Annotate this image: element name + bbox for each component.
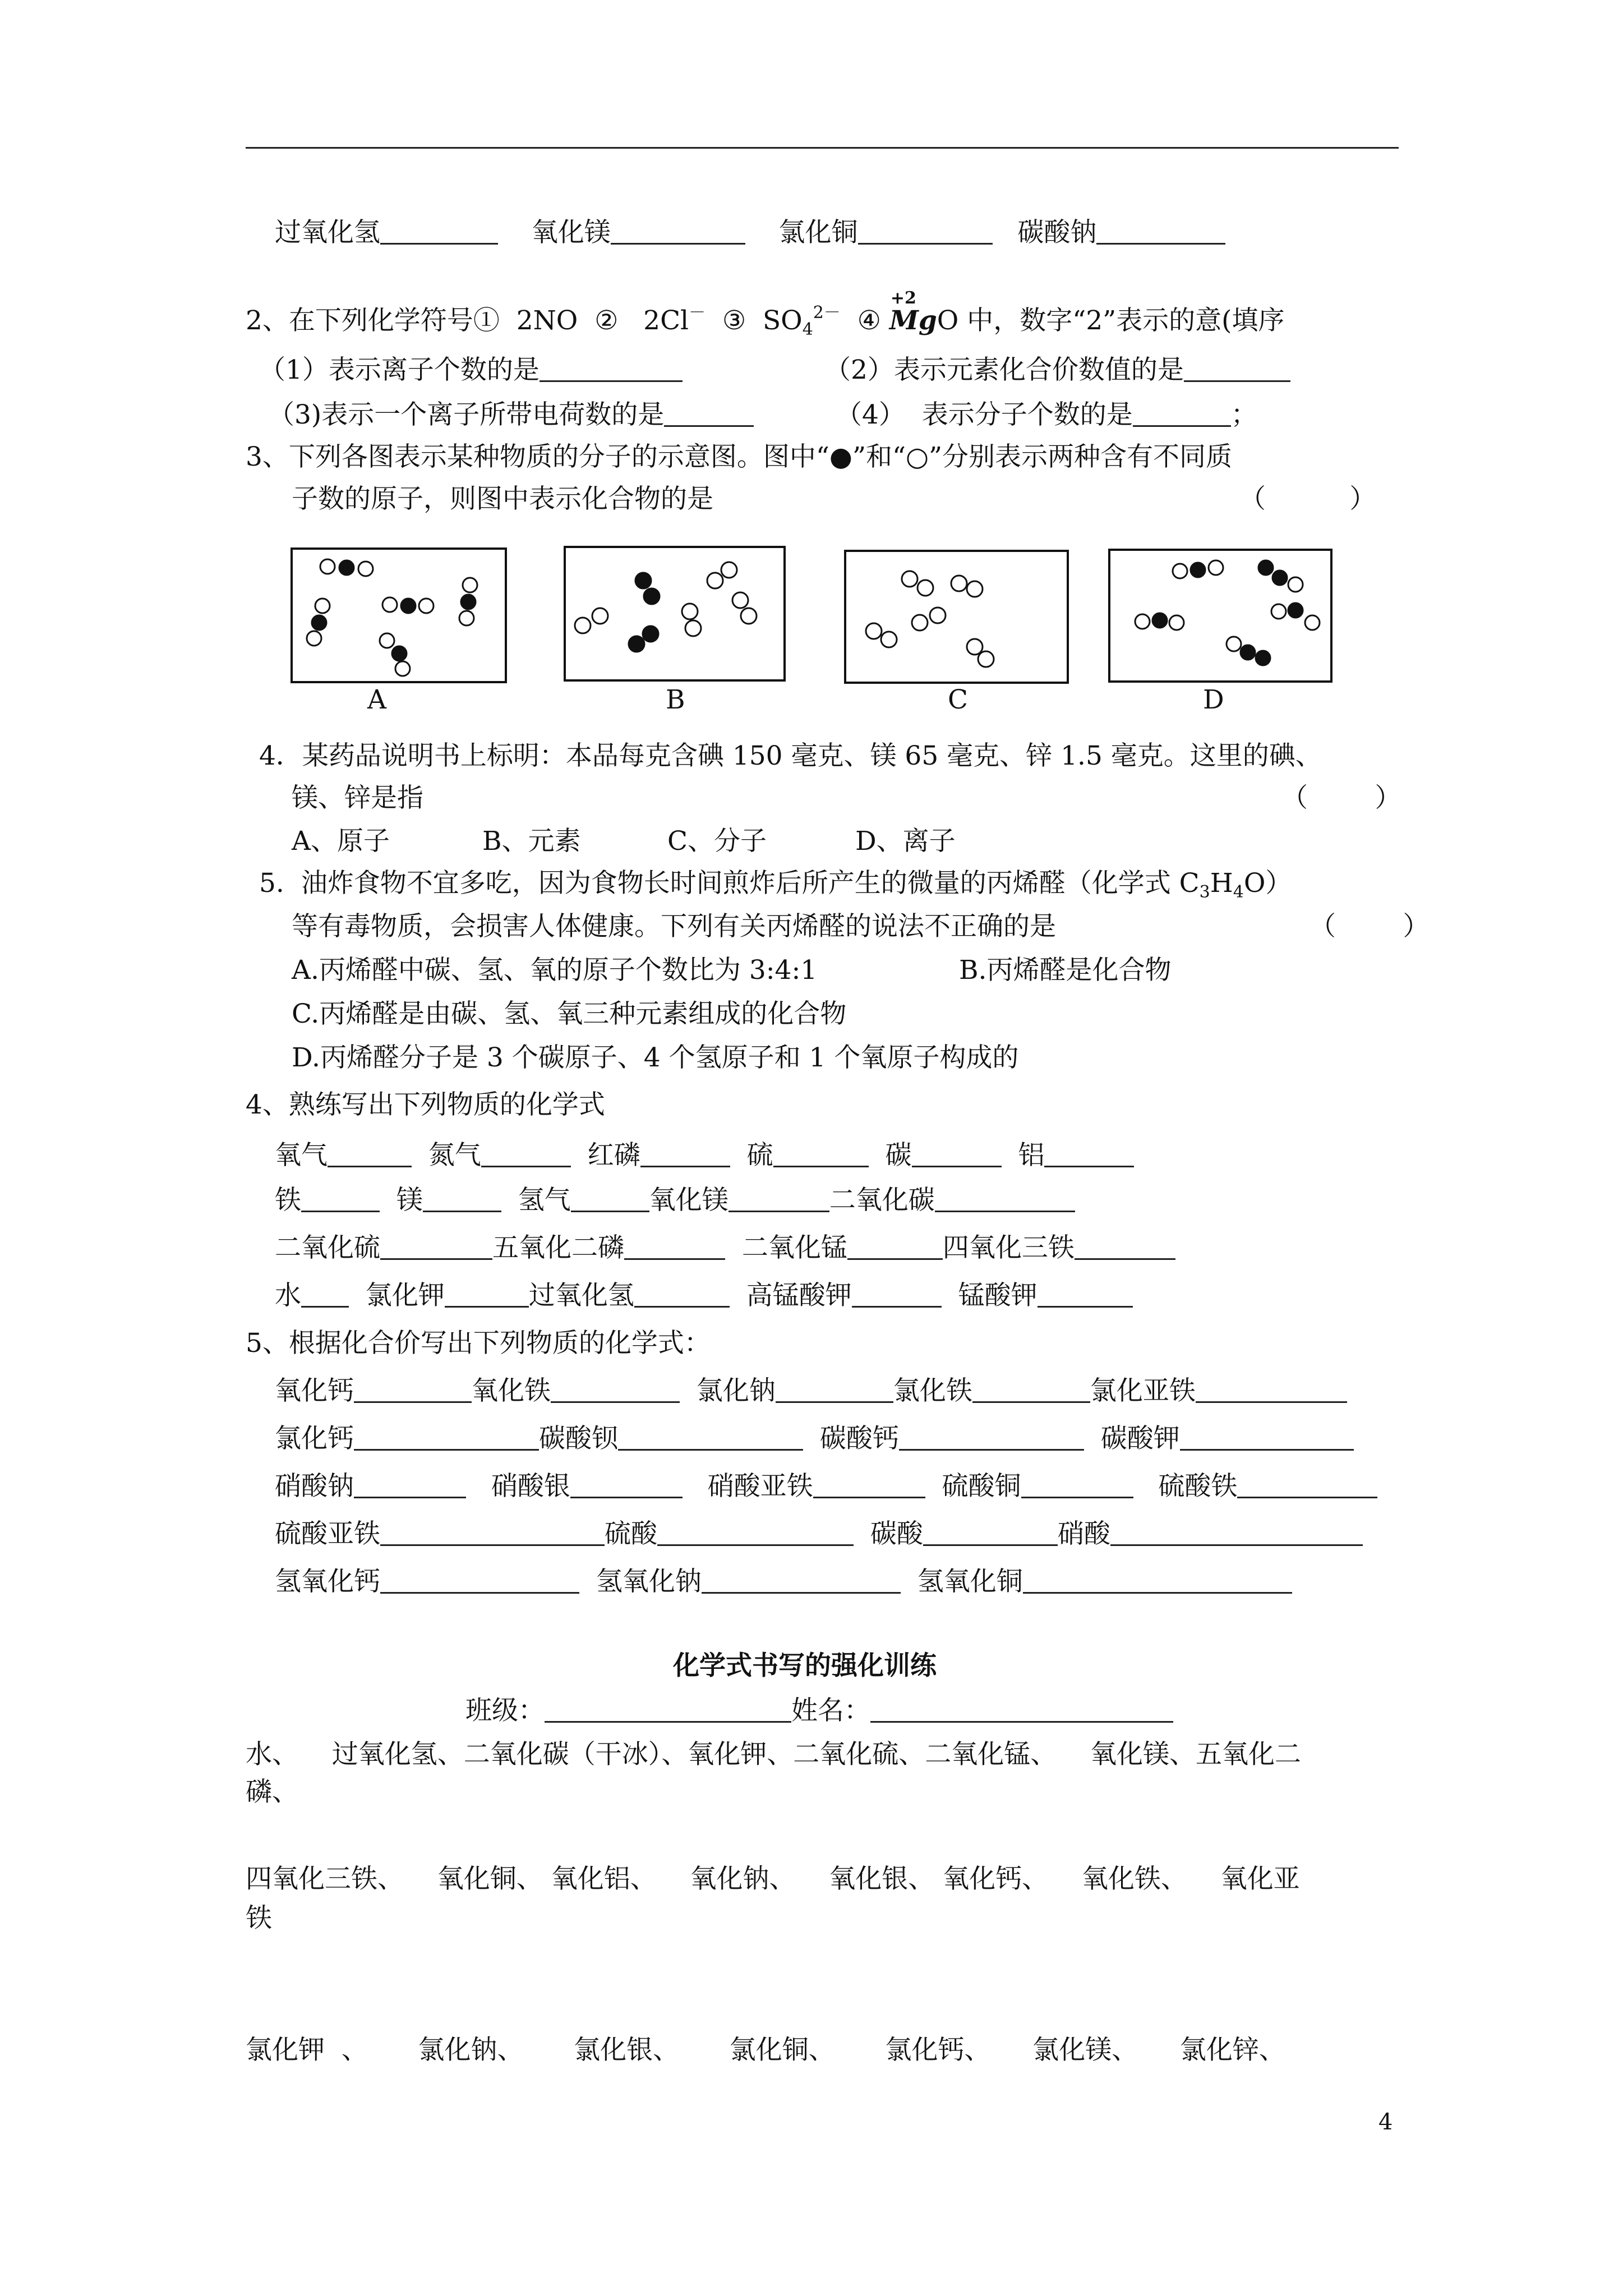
item-label: 碳酸钠 <box>1017 217 1097 248</box>
q4b-row3: 二氧化硫 五氧化二磷 二氧化锰 四氧化三铁 <box>275 1231 1175 1265</box>
drill-line3: 氯化钾 、 氯化钠、 氯化银、 氯化铜、 氯化钙、 氯化镁、 氯化锌、 <box>246 2035 1285 2065</box>
q2-line: 2、在下列化学符号① 2NO ② 2Cl－ ③ $SO_4^{2-}$ ④ +2 MgO 中，数字“2”表示的意(填序 <box>246 288 1285 339</box>
section-title: 化学式书写的强化训练 <box>673 1650 937 1681</box>
q4a-line1: 4．某药品说明书上标明：本品每克含碘 150 毫克、镁 65 毫克、锌 1.5 毫克。这里的碘、 <box>259 740 1322 771</box>
diagram-label-d: D <box>1203 684 1224 715</box>
mg-valence-symbol: +2 Mg <box>889 288 937 336</box>
q2-answer-row1: （1）表示离子个数的是 <box>259 353 683 387</box>
q5a-option-c: C.丙烯醛是由碳、氢、氧三种元素组成的化合物 <box>292 999 847 1029</box>
drill-line2b: 铁 <box>246 1903 272 1934</box>
item-label: 氯化铜 <box>778 217 858 248</box>
q5a-option-a: A.丙烯醛中碳、氢、氧的原子个数比为 3:4:1 <box>292 955 818 986</box>
q4a-option-c: C、分子 <box>667 826 767 857</box>
q4a-line2: 镁、锌是指 <box>292 783 423 813</box>
q5b-row5: 氢氧化钙 氢氧化钠 氢氧化铜 <box>275 1565 1292 1599</box>
q5b-row4: 硫酸亚铁 硫酸 碳酸 硝酸 <box>275 1517 1363 1551</box>
q4a-paren: （ ） <box>1281 783 1401 813</box>
q5a-option-b: B.丙烯醛是化合物 <box>959 955 1172 986</box>
diagram-label-b: B <box>666 684 685 715</box>
q5b-row3: 硝酸钠 硝酸银 硝酸亚铁 硫酸铜 硫酸铁 <box>275 1470 1377 1503</box>
class-name-line: 班级： 姓名： <box>465 1694 1173 1728</box>
q4a-option-a: A、原子 <box>292 826 390 857</box>
q5b-row2: 氯化钙 碳酸钡 碳酸钙 碳酸钾 <box>275 1422 1354 1456</box>
q5b-title: 5、根据化合价写出下列物质的化学式： <box>246 1328 711 1359</box>
q4b-row1: 氧气 氮气 红磷 硫 碳 铝 <box>275 1139 1134 1172</box>
q3-line2: 子数的原子，则图中表示化合物的是 <box>292 484 713 514</box>
drill-line1b: 磷、 <box>246 1777 298 1807</box>
q5a-line1: 5. 油炸食物不宜多吃，因为食物长时间煎炸后所产生的微量的丙烯醛（化学式 $C_3H_4O$） <box>259 868 1292 902</box>
q5a-option-d: D.丙烯醛分子是 3 个碳原子、4 个氢原子和 1 个氧原子构成的 <box>292 1042 1019 1073</box>
q2-answer-row2: （3)表示一个离子所带电荷数的是 <box>268 398 754 432</box>
drill-line1: 水、 过氧化氢、二氧化碳（干冰）、氧化钾、二氧化硫、二氧化锰、 氧化镁、五氧化二 <box>246 1739 1302 1770</box>
q4a-option-d: D、离子 <box>855 826 956 857</box>
q4b-row2: 铁 镁 氢气 氧化镁 二氧化碳 <box>275 1184 1075 1217</box>
molecule-diagrams <box>0 0 1623 729</box>
q4b-row4: 水 氯化钾 过氧化氢 高锰酸钾 锰酸钾 <box>275 1279 1133 1313</box>
q4b-title: 4、熟练写出下列物质的化学式 <box>246 1089 605 1120</box>
q3-paren: （ ） <box>1239 484 1376 514</box>
item-label: 氧化镁 <box>531 217 611 248</box>
q5a-line2: 等有毒物质，会损害人体健康。下列有关丙烯醛的说法不正确的是 <box>292 911 1056 942</box>
diagram-label-a: A <box>367 684 386 715</box>
drill-line2: 四氧化三铁、 氧化铜、 氧化铝、 氧化钠、 氧化银、 氧化钙、 氧化铁、 氧化亚 <box>246 1864 1300 1894</box>
diagram-label-c: C <box>948 684 968 715</box>
q2-answer-row1b: （2）表示元素化合价数值的是 <box>824 353 1290 387</box>
item-label: 过氧化氢 <box>275 217 380 248</box>
page-number: 4 <box>1378 2109 1393 2135</box>
q4a-option-b: B、元素 <box>482 826 581 857</box>
q2-answer-row2b: （4） 表示分子个数的是 ； <box>836 399 1257 430</box>
q3-line1: 3、下列各图表示某种物质的分子的示意图。图中“●”和“○”分别表示两种含有不同质 <box>246 441 1233 472</box>
box-c <box>845 551 1068 683</box>
q5a-paren: （ ） <box>1310 911 1430 942</box>
q5b-row1: 氧化钙 氧化铁 氯化钠 氯化铁 氯化亚铁 <box>275 1374 1347 1408</box>
